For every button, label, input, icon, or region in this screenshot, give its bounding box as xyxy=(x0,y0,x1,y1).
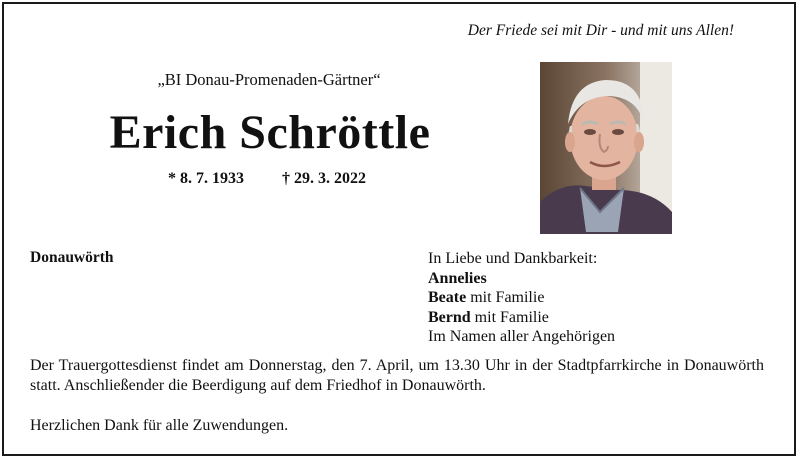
nickname: „BI Donau-Promenaden-Gärtner“ xyxy=(157,70,381,89)
portrait-photo xyxy=(540,62,672,234)
family-closing: Im Namen aller Angehörigen xyxy=(428,328,616,345)
family-member-name: Bernd xyxy=(428,308,471,326)
service-info: Der Trauergottesdienst findet am Donnerstag, den 7. April, um 13.30 Uhr in der Stadtpfarrkirche in Donauwörth statt. Anschließender die Beerdigung auf dem Friedhof in Donauwörth. xyxy=(30,357,764,394)
thanks-note: Herzlichen Dank für alle Zuwendungen. xyxy=(30,417,289,434)
family-member xyxy=(428,308,615,328)
family-member-suffix: mit Familie xyxy=(466,289,545,306)
family-member-name: Annelies xyxy=(428,269,487,287)
place: Donauwörth xyxy=(30,249,114,266)
birth-date: * 8. 7. 1933 xyxy=(168,170,244,187)
death-date: † 29. 3. 2022 xyxy=(282,170,366,187)
motto: Der Friede sei mit Dir - und mit uns Allen! xyxy=(467,22,734,39)
family-member xyxy=(428,269,615,289)
family-member xyxy=(428,288,615,308)
portrait-illustration xyxy=(540,62,672,234)
family-member-suffix: mit Familie xyxy=(470,308,549,326)
family-intro: In Liebe und Dankbarkeit: xyxy=(428,250,598,267)
deceased-name: Erich Schröttle xyxy=(109,106,431,159)
family-signature xyxy=(428,249,615,347)
family-member-name: Beate xyxy=(428,289,467,306)
